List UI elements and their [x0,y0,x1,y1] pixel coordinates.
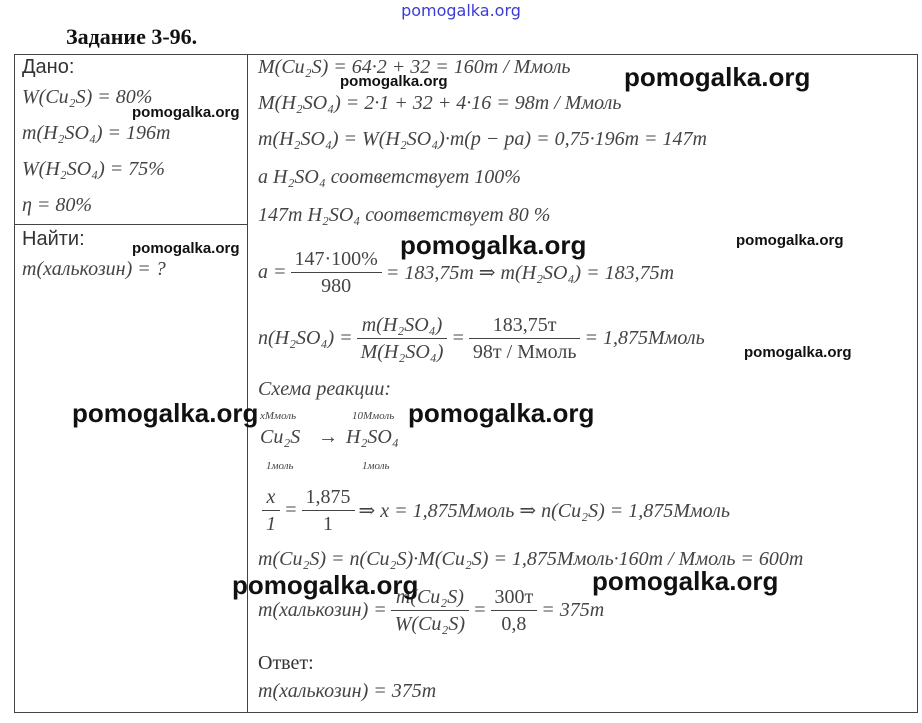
given-item: η = 80% [22,194,93,216]
find-label: Найти: [22,228,85,250]
fraction [469,312,581,365]
fraction [262,484,280,537]
watermark: pomogalka.org [132,240,240,257]
scheme-top-left: xМмоль [260,410,297,422]
column-divider [247,54,248,712]
solution-line: m(Cu₂S) = n(Cu₂S)·M(Cu₂S) = 1,875Ммоль·160т / Ммоль = 600т [258,548,804,570]
denominator: 1 [266,513,276,535]
given-find-divider [14,224,247,225]
numerator: x [262,484,280,511]
watermark: pomogalka.org [232,570,419,600]
table-left-border [14,54,15,712]
numerator: 183,75т [469,312,581,339]
denominator: W(Cu₂S) [394,613,466,635]
fraction [491,584,538,637]
table-right-border [917,54,918,712]
numerator: 300т [491,584,538,611]
watermark: pomogalka.org [592,566,779,596]
watermark: pomogalka.org [340,73,448,90]
expr-rhs: = 375т [541,599,605,621]
equals: = [284,499,298,521]
solution-line: m(H₂SO₄) = W(H₂SO₄)·m(p − pa) = 0,75·196т = 147т [258,128,707,150]
denominator: 980 [321,275,352,297]
expr-lhs: n(H₂SO₄) = [258,327,353,349]
expr-lhs: a = [258,261,287,283]
numerator: 1,875 [302,484,355,511]
scheme-bottom-right: 1моль [362,460,390,472]
fraction [357,312,448,365]
answer-label: Ответ: [258,652,314,674]
given-item: W(H₂SO₄) = 75% [22,158,165,180]
given-label: Дано: [22,56,75,78]
scheme-top-right: 10Ммоль [352,410,395,422]
given-item: W(Cu₂S) = 80% [22,86,153,108]
expr-rhs: = 183,75т ⇒ m(H₂SO₄) = 183,75т [385,262,675,284]
watermark: pomogalka.org [624,62,811,92]
answer-value: m(халькозин) = 375т [258,680,437,702]
denominator: 0,8 [501,613,527,635]
watermark: pomogalka.org [408,398,595,428]
fraction [302,484,355,537]
numerator: m(H₂SO₄) [357,312,448,339]
expr-lhs: m(халькозин) = [258,599,387,621]
watermark: pomogalka.org [744,344,852,361]
scheme-reactant: Cu₂S [260,426,301,448]
solution-line: a H₂SO₄ соответствует 100% [258,166,521,188]
solution-line: M(Cu₂S) = 64·2 + 32 = 160т / Ммоль [258,56,571,78]
expr-rhs: = 1,875Ммоль [584,327,705,349]
watermark: pomogalka.org [132,104,240,121]
watermark: pomogalka.org [72,398,259,428]
table-top-border [14,54,918,55]
solution-line: 147т H₂SO₄ соответствует 80 % [258,204,551,226]
solution-line-fraction [258,312,705,365]
scheme-product: H₂SO₄ [346,426,399,448]
table-bottom-border [14,712,918,713]
denominator: 1 [323,513,333,535]
watermark: pomogalka.org [736,232,844,249]
reaction-arrow-icon: → [318,426,338,448]
numerator: 147·100% [291,246,382,273]
denominator: 98т / Ммоль [472,341,577,363]
scheme-bottom-left: 1моль [266,460,294,472]
find-item: m(халькозин) = ? [22,258,166,280]
expr-rhs: ⇒ x = 1,875Ммоль ⇒ n(Cu₂S) = 1,875Ммоль [358,500,730,522]
site-header: pomogalka.org [401,1,521,20]
equals: = [473,599,487,621]
task-title: Задание 3-96. [66,24,198,49]
solution-line: M(H₂SO₄) = 2·1 + 32 + 4·16 = 98т / Ммоль [258,92,622,114]
scheme-label: Схема реакции: [258,378,391,400]
denominator: M(H₂SO₄) [360,341,444,363]
solution-line-fraction [258,484,730,537]
equals: = [451,327,465,349]
given-item: m(H₂SO₄) = 196т [22,122,171,144]
fraction [291,246,382,299]
watermark: pomogalka.org [400,230,587,260]
numerator: m(Cu₂S) [391,584,469,611]
